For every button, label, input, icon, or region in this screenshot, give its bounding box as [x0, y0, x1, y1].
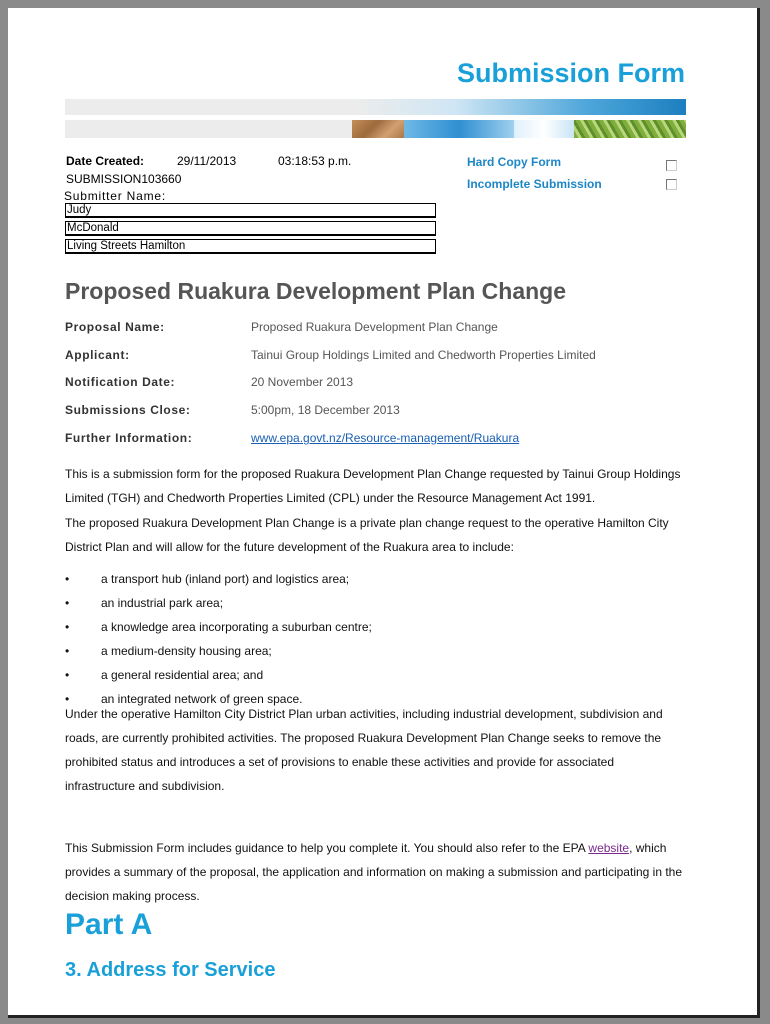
first-name-field[interactable]: Judy — [65, 203, 436, 218]
hard-copy-checkbox[interactable] — [666, 160, 677, 171]
intro-paragraph-2: The proposed Ruakura Development Plan Change is a private plan change request to the operative Hamilton City District Plan and will allow for the future development of the Ruakura area to include: — [65, 516, 669, 554]
form-title: Submission Form — [456, 58, 685, 88]
applicant-value: Tainui Group Holdings Limited and Chedworth Properties Limited — [251, 348, 596, 362]
proposal-name-value: Proposed Ruakura Development Plan Change — [251, 320, 498, 334]
applicant-label: Applicant: — [65, 348, 130, 362]
date-created-label: Date Created: — [66, 154, 145, 168]
section-heading: Proposed Ruakura Development Plan Change — [65, 278, 567, 304]
submission-id: SUBMISSION103660 — [66, 172, 182, 186]
development-list — [65, 567, 685, 711]
part-a-heading: Part A — [65, 908, 153, 941]
incomplete-checkbox[interactable] — [666, 179, 677, 190]
list-item: • an industrial park area; — [65, 591, 685, 615]
bullet-icon: • — [65, 668, 70, 682]
further-info-label: Further Information: — [65, 431, 193, 445]
header-banner — [65, 99, 686, 138]
notification-date-label: Notification Date: — [65, 375, 176, 389]
address-for-service-heading: 3. Address for Service — [65, 959, 276, 981]
notification-date-value: 20 November 2013 — [251, 375, 354, 389]
bullet-icon: • — [65, 692, 70, 706]
bullet-icon: • — [65, 644, 70, 658]
list-item: • an integrated network of green space. — [65, 687, 685, 711]
date-created-value: 29/11/2013 — [177, 154, 237, 168]
list-item: • a general residential area; and — [65, 663, 685, 687]
list-item: • a transport hub (inland port) and logistics area; — [65, 567, 685, 591]
submitter-label: Submitter Name: — [64, 189, 167, 203]
guidance-paragraph: This Submission Form includes guidance to help you complete it. You should also refer to the EPA website, which provides a summary of the proposal, the application and information on making a submission and participating in the decision making process. — [65, 841, 683, 903]
proposal-name-label: Proposal Name: — [65, 320, 165, 334]
bullet-icon: • — [65, 596, 70, 610]
prohibited-activities-paragraph: Under the operative Hamilton City District Plan urban activities, including industrial development, subdivision and roads, are currently prohibited activities. The proposed Ruakura Development Plan Change seeks to remove the prohibited status and introduces a set of provisions to enable these activities and provide for associated infrastructure and subdivision. — [65, 707, 663, 793]
epa-website-link[interactable]: website — [588, 841, 630, 855]
list-item: • a knowledge area incorporating a suburban centre; — [65, 615, 685, 639]
bullet-icon: • — [65, 572, 70, 586]
time-created-value: 03:18:53 p.m. — [278, 154, 352, 168]
bullet-icon: • — [65, 620, 70, 634]
last-name-field[interactable]: McDonald — [65, 221, 436, 236]
organisation-field[interactable]: Living Streets Hamilton — [65, 239, 436, 254]
list-item: • a medium-density housing area; — [65, 639, 685, 663]
further-info-link[interactable]: www.epa.govt.nz/Resource-management/Ruakura — [251, 431, 520, 445]
intro-paragraph-1: This is a submission form for the proposed Ruakura Development Plan Change requested by Tainui Group Holdings Limited (TGH) and Chedworth Properties Limited (CPL) under the Resource Management Act 1991. — [65, 467, 681, 505]
hard-copy-label: Hard Copy Form — [467, 155, 562, 169]
document-page — [8, 8, 760, 1018]
submissions-close-label: Submissions Close: — [65, 403, 191, 417]
submissions-close-value: 5:00pm, 18 December 2013 — [251, 403, 400, 417]
incomplete-label: Incomplete Submission — [467, 177, 602, 191]
